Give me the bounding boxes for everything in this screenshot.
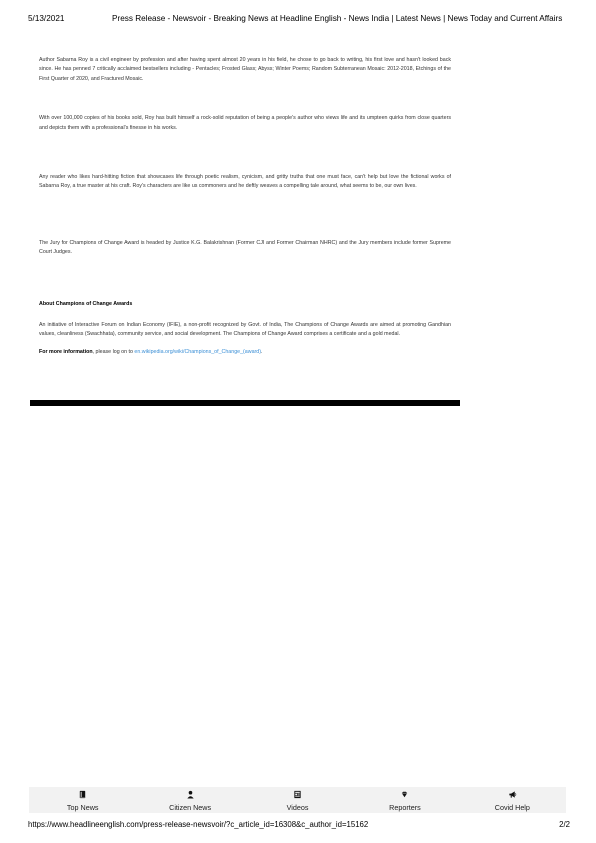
more-info-end: . [261, 348, 263, 355]
nav-item-label: Top News [66, 803, 99, 812]
article-paragraph: The Jury for Champions of Change Award is headed by Justice K.G. Balakrishnan (Former CJI and Former Chairman NHRC) and the Jury members include former Supreme Court Judges. [39, 239, 451, 256]
bottom-navigation [29, 787, 566, 813]
nav-item-label: Covid Help [494, 803, 530, 812]
nav-item-label: Citizen News [169, 803, 212, 812]
more-info-line [39, 348, 451, 357]
diamond-icon [400, 790, 409, 799]
nav-item-covid-help[interactable] [459, 787, 566, 813]
megaphone-icon [508, 790, 517, 799]
print-url: https://www.headlineenglish.com/press-release-newsvoir/?c_article_id=16308&c_author_id=15162 [28, 820, 369, 829]
print-date: 5/13/2021 [28, 14, 65, 23]
nav-item-top-news[interactable] [29, 787, 136, 813]
article-paragraph: With over 100,000 copies of his books sold, Roy has built himself a rock-solid reputation of being a people's author who views life and its umpteen quirks from close quarters and depicts them with a professional's finesse in his works. [39, 115, 451, 131]
more-info-label: For more information [39, 348, 93, 355]
about-text: An initiative of Interactive Forum on Indian Economy (IFIE), a non-profit recognized by Govt. of India, The Champions of Change Awards are aimed at promoting Gandhian values, cleanliness (Swachhata), community service, and social development. The Champions of Change Award comprises a certificate and a gold medal. [39, 322, 451, 338]
print-page-title: Press Release - Newsvoir - Breaking News at Headline English - News India | Latest News | News Today and Current Affairs [112, 14, 563, 23]
more-info-text: , please log on to [92, 348, 135, 355]
user-icon [186, 790, 195, 799]
nav-item-label: Reporters [389, 803, 421, 812]
article-paragraph: Author Sabarna Roy is a civil engineer by profession and after having spent almost 20 years in his field, he chose to go back to writing, his first love and hasn't looked back since. He has penned 7 critically acclaimed bestsellers including - Pentacles; Frosted Glass; Abyss; Winter Poems; Random Subterranean Mosaic: 2012-2018, Etchings of the First Quarter of 2020, and Fractured Mosaic. [39, 57, 451, 82]
article-content [39, 56, 451, 357]
nav-item-videos[interactable] [244, 787, 351, 813]
print-page-number: 2/2 [559, 820, 570, 829]
wikipedia-link[interactable]: en.wikipedia.org/wiki/Champions_of_Change_(award) [134, 348, 261, 355]
nav-item-reporters[interactable] [351, 787, 458, 813]
black-banner-bar [30, 400, 460, 406]
nav-item-citizen-news[interactable] [136, 787, 243, 813]
newspaper-icon [293, 790, 302, 799]
nav-item-label: Videos [286, 803, 309, 812]
article-paragraph: Any reader who likes hard-hitting fiction that showcases life through poetic realism, cynicism, and gritty truths that one must face, can't help but love the fictional works of Sabarna Roy, a true master at his craft. Roy's characters are like us commoners and he deftly weaves a compelling tale around, what seems to be, our own lives. [39, 174, 451, 190]
about-heading: About Champions of Change Awards [39, 300, 133, 307]
book-icon [78, 790, 87, 799]
